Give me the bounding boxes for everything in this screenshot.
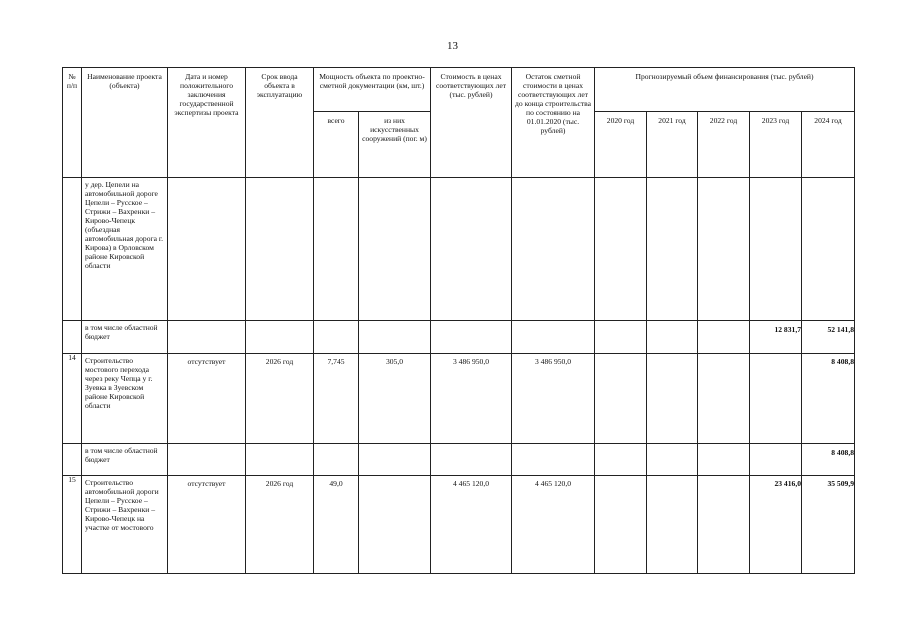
cell-art (359, 178, 431, 321)
header-no: № п/п (63, 68, 82, 178)
cell-cost (431, 178, 512, 321)
cell-name: в том числе областной бюджет (82, 444, 168, 476)
cell-2024 (802, 178, 855, 321)
cell-no (63, 444, 82, 476)
header-forecast: Прогнозируемый объем финансирования (тыс. рублей) (595, 68, 855, 112)
page-number: 13 (447, 40, 458, 52)
cell-cost (431, 321, 512, 354)
cell-total (314, 444, 359, 476)
cell-remaining: 3 486 950,0 (512, 354, 595, 444)
header-year-2021: 2021 год (647, 112, 698, 178)
cell-cost (431, 444, 512, 476)
cell-date (168, 444, 246, 476)
cell-name: в том числе областной бюджет (82, 321, 168, 354)
cell-remaining (512, 321, 595, 354)
cell-2021 (647, 476, 698, 574)
cell-term: 2026 год (246, 476, 314, 574)
cell-2024: 52 141,8 (802, 321, 855, 354)
cell-2021 (647, 178, 698, 321)
header-year-2020: 2020 год (595, 112, 647, 178)
cell-2024: 8 408,8 (802, 444, 855, 476)
header-capacity-total: всего (314, 112, 359, 178)
cell-2023: 23 416,0 (750, 476, 802, 574)
cell-total (314, 321, 359, 354)
cell-remaining (512, 178, 595, 321)
cell-art (359, 444, 431, 476)
cell-term: 2026 год (246, 354, 314, 444)
cell-2020 (595, 178, 647, 321)
header-capacity: Мощность объекта по проектно-сметной документации (км, шт.) (314, 68, 431, 112)
header-date: Дата и номер положительного заключения государственной экспертизы проекта (168, 68, 246, 178)
header-remaining: Остаток сметной стоимости в ценах соответствующих лет до конца строительства по состоянию на 01.01.2020 (тыс. рублей) (512, 68, 595, 178)
cell-name: у дер. Цепели на автомобильной дороге Цепели – Русское – Стрижи – Вахренки – Кирово-Чепецк (объездная автомобильная дорога г. Кирова) в Орловском районе Кировской области (82, 178, 168, 321)
cell-2023 (750, 178, 802, 321)
cell-cost: 3 486 950,0 (431, 354, 512, 444)
cell-total (314, 178, 359, 321)
cell-date (168, 321, 246, 354)
header-term: Срок ввода объекта в эксплуатацию (246, 68, 314, 178)
cell-2021 (647, 354, 698, 444)
cell-term (246, 178, 314, 321)
cell-2023 (750, 354, 802, 444)
cell-2020 (595, 444, 647, 476)
cell-remaining: 4 465 120,0 (512, 476, 595, 574)
cell-no: 15 (63, 476, 82, 574)
header-name: Наименование проекта (объекта) (82, 68, 168, 178)
cell-2021 (647, 321, 698, 354)
header-year-2024: 2024 год (802, 112, 855, 178)
cell-2020 (595, 321, 647, 354)
table-row (63, 354, 855, 444)
investment-table (62, 67, 855, 574)
cell-2024: 35 509,9 (802, 476, 855, 574)
table-row (63, 476, 855, 574)
cell-2023 (750, 444, 802, 476)
cell-no (63, 178, 82, 321)
cell-cost: 4 465 120,0 (431, 476, 512, 574)
header-year-2022: 2022 год (698, 112, 750, 178)
cell-date: отсутствует (168, 354, 246, 444)
table-row (63, 321, 855, 354)
table-row (63, 178, 855, 321)
cell-total: 7,745 (314, 354, 359, 444)
cell-term (246, 321, 314, 354)
cell-term (246, 444, 314, 476)
cell-2023: 12 831,7 (750, 321, 802, 354)
table-row (63, 444, 855, 476)
cell-name: Строительство мостового перехода через реку Чепца у г. Зуевка в Зуевском районе Кировской области (82, 354, 168, 444)
cell-2022 (698, 476, 750, 574)
cell-art (359, 476, 431, 574)
cell-date: отсутствует (168, 476, 246, 574)
cell-name: Строительство автомобильной дороги Цепели – Русское – Стрижи – Вахренки – Кирово-Чепецк на участке от мостового (82, 476, 168, 574)
cell-2022 (698, 444, 750, 476)
cell-2020 (595, 354, 647, 444)
cell-2022 (698, 354, 750, 444)
cell-date (168, 178, 246, 321)
cell-2022 (698, 178, 750, 321)
cell-2020 (595, 476, 647, 574)
cell-remaining (512, 444, 595, 476)
header-year-2023: 2023 год (750, 112, 802, 178)
cell-art (359, 321, 431, 354)
cell-2024: 8 408,8 (802, 354, 855, 444)
header-cost: Стоимость в ценах соответствующих лет (тыс. рублей) (431, 68, 512, 178)
header-row-1 (63, 68, 855, 112)
cell-2021 (647, 444, 698, 476)
cell-no: 14 (63, 354, 82, 444)
cell-total: 49,0 (314, 476, 359, 574)
cell-no (63, 321, 82, 354)
header-capacity-art: из них искусственных сооружений (пог. м) (359, 112, 431, 178)
cell-art: 305,0 (359, 354, 431, 444)
cell-2022 (698, 321, 750, 354)
